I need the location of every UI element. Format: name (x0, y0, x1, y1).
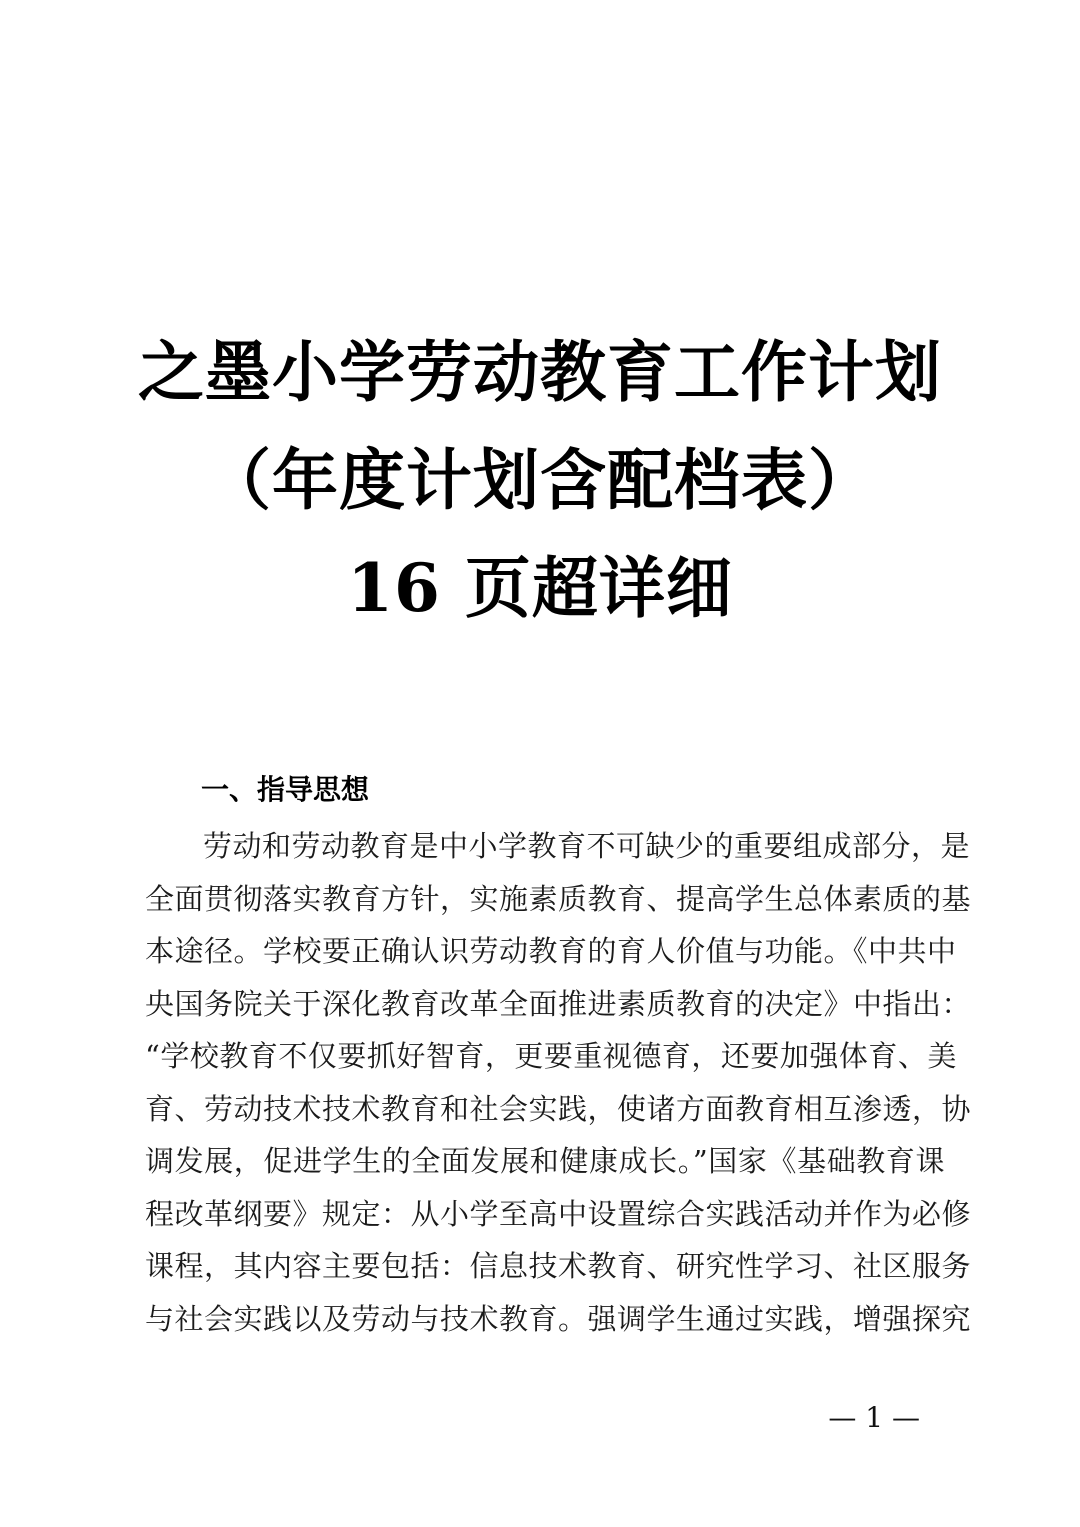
paragraph-line: 劳动和劳动教育是中小学教育不可缺少的重要组成部分，是 (203, 829, 971, 863)
paragraph-line: 育、劳动技术技术教育和社会实践，使诸方面教育相互渗透，协 (145, 1091, 972, 1126)
paragraph-line: “学校教育不仅要抓好智育，更要重视德育，还要加强体育、美 (145, 1039, 957, 1073)
paragraph-line: 课程，其内容主要包括：信息技术教育、研究性学习、社区服务 (145, 1249, 972, 1283)
paragraph-line: 全面贯彻落实教育方针，实施素质教育、提高学生总体素质的基 (145, 881, 972, 916)
title-line-1: 之墨小学劳动教育工作计划 (138, 333, 942, 411)
document-body (145, 768, 972, 1345)
paragraph-line: 程改革纲要》规定：从小学至高中设置综合实践活动并作为必修 (145, 1196, 972, 1231)
document-title (0, 318, 1080, 642)
page-number: — 1 — (828, 1401, 920, 1434)
title-line-3: 16 页超详细 (347, 549, 733, 627)
title-line-2: （年度计划含配档表） (205, 441, 875, 519)
paragraph-line: 央国务院关于深化教育改革全面推进素质教育的决定》中指出： (145, 986, 972, 1021)
paragraph-line: 调发展，促进学生的全面发展和健康成长。”国家《基础教育课 (145, 1144, 945, 1178)
section-heading: 一、指导思想 (201, 773, 370, 806)
paragraph-line: 与社会实践以及劳动与技术教育。强调学生通过实践，增强探究 (145, 1301, 972, 1336)
paragraph-line: 本途径。学校要正确认识劳动教育的育人价值与功能。《中共中 (145, 934, 957, 968)
